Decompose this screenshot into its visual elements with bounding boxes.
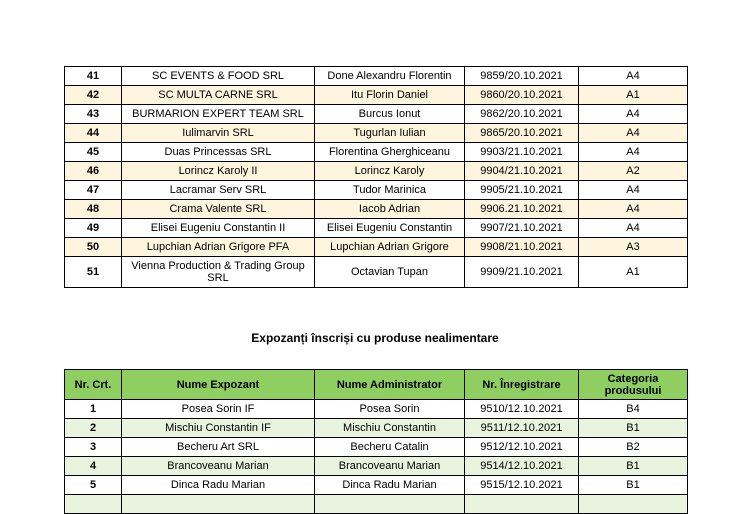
cell-admin: Dinca Radu Marian [315,476,465,495]
cell-cat: A2 [579,162,688,181]
table-row [65,495,688,514]
section-title: Expozanți înscriși cu produse nealimentare [251,331,499,345]
header-admin: Nume Administrator [315,370,465,400]
table-row [65,457,688,476]
non-food-exhibitors-table-body [65,400,688,514]
cell-admin: Octavian Tupan [315,257,465,288]
cell-cat: A1 [579,257,688,288]
cell-reg: 9907/21.10.2021 [465,219,579,238]
cell-cat: A4 [579,219,688,238]
table-row [65,86,688,105]
header-cat: Categoria produsului [579,370,688,400]
header-reg: Nr. Înregistrare [465,370,579,400]
table-row [65,419,688,438]
cell-admin: Lupchian Adrian Grigore [315,238,465,257]
cell-reg: 9865/20.10.2021 [465,124,579,143]
cell-admin: Mischiu Constantin [315,419,465,438]
cell-admin: Tugurlan Iulian [315,124,465,143]
table-row [65,238,688,257]
cell-admin: Burcus Ionut [315,105,465,124]
cell-nr: 2 [65,419,122,438]
cell-cat: B1 [579,419,688,438]
cell-reg: 9515/12.10.2021 [465,476,579,495]
cell-cat: A4 [579,200,688,219]
cell-cat: B1 [579,476,688,495]
cell-cat: A4 [579,105,688,124]
cell-name: Posea Sorin IF [122,400,315,419]
cell-nr: 5 [65,476,122,495]
table-row [65,124,688,143]
table-row [65,257,688,288]
cell-admin: Elisei Eugeniu Constantin [315,219,465,238]
cell-cat: A1 [579,86,688,105]
cell-nr: 47 [65,181,122,200]
header-nr: Nr. Crt. [65,370,122,400]
cell-admin: Florentina Gherghiceanu [315,143,465,162]
cell-name: Becheru Art SRL [122,438,315,457]
cell-name: Iulimarvin SRL [122,124,315,143]
cell-name: Duas Princessas SRL [122,143,315,162]
cell-admin: Iacob Adrian [315,200,465,219]
table-row [65,143,688,162]
cell-admin: Becheru Catalin [315,438,465,457]
cell-reg: 9905/21.10.2021 [465,181,579,200]
cell-reg: 9909/21.10.2021 [465,257,579,288]
cell-admin: Itu Florin Daniel [315,86,465,105]
cell-name: Mischiu Constantin IF [122,419,315,438]
table-row [65,438,688,457]
cell-cat: A4 [579,124,688,143]
cell-cat: A4 [579,181,688,200]
food-exhibitors-table-body [65,67,688,288]
cell-reg: 9514/12.10.2021 [465,457,579,476]
cell-reg: 9862/20.10.2021 [465,105,579,124]
cell-cat: B1 [579,457,688,476]
cell-name: Lupchian Adrian Grigore PFA [122,238,315,257]
cell-name: Dinca Radu Marian [122,476,315,495]
cell-nr [65,495,122,514]
cell-reg: 9903/21.10.2021 [465,143,579,162]
cell-nr: 3 [65,438,122,457]
cell-reg: 9859/20.10.2021 [465,67,579,86]
food-exhibitors-table [64,66,688,288]
cell-reg: 9510/12.10.2021 [465,400,579,419]
table-row [65,67,688,86]
cell-reg: 9904/21.10.2021 [465,162,579,181]
cell-reg: 9860/20.10.2021 [465,86,579,105]
table-row [65,400,688,419]
cell-admin: Lorincz Karoly [315,162,465,181]
table-row [65,476,688,495]
cell-name [122,495,315,514]
table-row [65,105,688,124]
non-food-exhibitors-table-header [65,370,688,400]
cell-nr: 41 [65,67,122,86]
cell-nr: 45 [65,143,122,162]
cell-admin: Posea Sorin [315,400,465,419]
cell-cat: B4 [579,400,688,419]
header-row [65,370,688,400]
cell-cat [579,495,688,514]
cell-cat: A3 [579,238,688,257]
table-row [65,200,688,219]
cell-cat: A4 [579,143,688,162]
cell-nr: 42 [65,86,122,105]
cell-name: Lacramar Serv SRL [122,181,315,200]
cell-admin: Done Alexandru Florentin [315,67,465,86]
cell-cat: A4 [579,67,688,86]
cell-nr: 49 [65,219,122,238]
cell-admin: Brancoveanu Marian [315,457,465,476]
cell-reg: 9512/12.10.2021 [465,438,579,457]
cell-name: Elisei Eugeniu Constantin II [122,219,315,238]
cell-name: Vienna Production & Trading Group SRL [122,257,315,288]
table-row [65,219,688,238]
cell-admin [315,495,465,514]
cell-name: BURMARION EXPERT TEAM SRL [122,105,315,124]
cell-name: SC MULTA CARNE SRL [122,86,315,105]
cell-reg: 9906.21.10.2021 [465,200,579,219]
cell-admin: Tudor Marinica [315,181,465,200]
cell-nr: 4 [65,457,122,476]
cell-reg: 9908/21.10.2021 [465,238,579,257]
cell-nr: 46 [65,162,122,181]
cell-name: Crama Valente SRL [122,200,315,219]
cell-name: SC EVENTS & FOOD SRL [122,67,315,86]
cell-reg: 9511/12.10.2021 [465,419,579,438]
cell-nr: 51 [65,257,122,288]
table-row [65,181,688,200]
cell-nr: 1 [65,400,122,419]
non-food-exhibitors-table [64,369,688,514]
cell-name: Lorincz Karoly II [122,162,315,181]
cell-nr: 43 [65,105,122,124]
cell-cat: B2 [579,438,688,457]
cell-reg [465,495,579,514]
cell-nr: 50 [65,238,122,257]
cell-name: Brancoveanu Marian [122,457,315,476]
cell-nr: 48 [65,200,122,219]
header-name: Nume Expozant [122,370,315,400]
cell-nr: 44 [65,124,122,143]
table-row [65,162,688,181]
